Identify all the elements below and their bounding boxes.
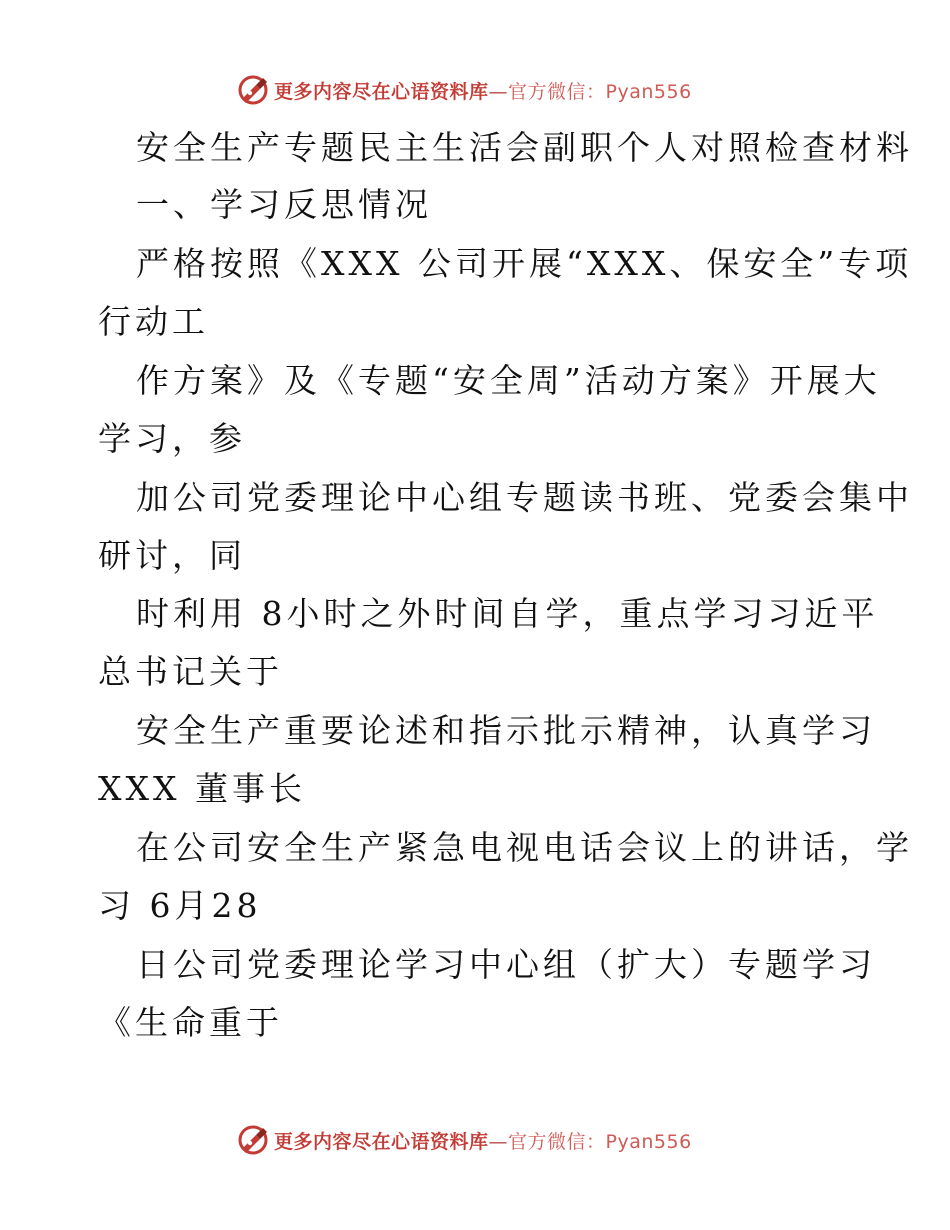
- watermark-dash: —: [488, 80, 509, 103]
- paragraph-line: 在公司安全生产紧急电视电话会议上的讲话，学: [136, 828, 913, 867]
- paragraph-line: 日公司党委理论学习中心组（扩大）专题学习: [136, 945, 876, 984]
- watermark-text: [274, 1127, 692, 1154]
- paragraph-line: 研讨，同: [98, 536, 246, 575]
- document-title: 安全生产专题民主生活会副职个人对照检查材料: [136, 128, 913, 167]
- paragraph-line: 学习，参: [98, 419, 246, 458]
- paragraph-line: 安全生产重要论述和指示批示精神，认真学习: [136, 711, 876, 750]
- footer-watermark: [236, 1122, 692, 1158]
- paragraph-line: 严格按照《XXX 公司开展“XXX、保安全”专项: [136, 244, 913, 283]
- paragraph-line: 习 6月28: [98, 886, 262, 925]
- paragraph-line: 《生命重于: [98, 1003, 283, 1042]
- paragraph-line: 总书记关于: [98, 652, 283, 691]
- pen-logo-icon: [236, 73, 270, 107]
- watermark-dash: —: [488, 1130, 509, 1153]
- watermark-wechat: 官方微信：Pyan556: [508, 1130, 692, 1153]
- paragraph-line: XXX 董事长: [98, 769, 306, 808]
- watermark-text: [274, 77, 692, 104]
- watermark-wechat: 官方微信：Pyan556: [508, 80, 692, 103]
- paragraph-line: 加公司党委理论中心组专题读书班、党委会集中: [136, 478, 913, 517]
- paragraph-line: 时利用 8小时之外时间自学，重点学习习近平: [136, 594, 879, 633]
- pen-logo-icon: [236, 1123, 270, 1157]
- section-heading: 一、学习反思情况: [136, 185, 432, 224]
- header-watermark: [236, 72, 692, 108]
- paragraph-line: 行动工: [98, 302, 209, 341]
- paragraph-line: 作方案》及《专题“安全周”活动方案》开展大: [136, 361, 881, 400]
- watermark-site: 更多内容尽在心语资料库: [274, 1130, 489, 1153]
- watermark-site: 更多内容尽在心语资料库: [274, 80, 489, 103]
